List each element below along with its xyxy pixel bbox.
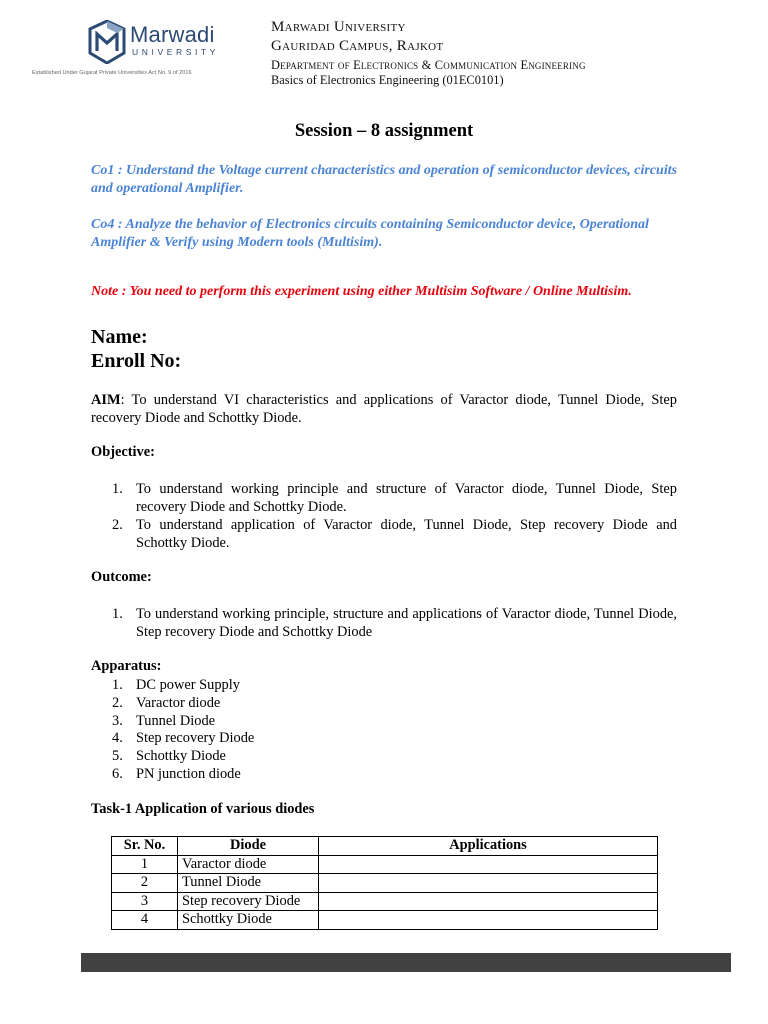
apparatus-heading: Apparatus: — [91, 658, 162, 674]
course-outcome-co1: Co1 : Understand the Voltage current characteristics and operation of semiconductor devices, circuits and operational Amplifier. — [91, 163, 678, 196]
cell-sr-no: 2 — [112, 874, 178, 893]
cell-applications[interactable] — [319, 874, 658, 893]
column-header-applications: Applications — [319, 837, 658, 856]
outcome-list — [91, 605, 677, 641]
table-row — [112, 874, 658, 893]
aim-text: : To understand VI characteristics and applications of Varactor diode, Tunnel Diode, Step recovery Diode and Schottky Diode. — [91, 392, 677, 426]
apparatus-list — [91, 677, 677, 784]
list-number: 3. — [112, 712, 123, 729]
cell-sr-no: 3 — [112, 892, 178, 911]
list-item — [91, 516, 677, 552]
task1-heading: Task-1 Application of various diodes — [91, 801, 315, 817]
cell-sr-no: 1 — [112, 855, 178, 874]
list-text: Varactor diode — [136, 694, 221, 711]
cell-applications[interactable] — [319, 892, 658, 911]
page-title: Session – 8 assignment — [294, 121, 474, 141]
cell-diode: Step recovery Diode — [178, 892, 319, 911]
department-name: Department of Electronics & Communication Engineering — [271, 58, 586, 72]
cell-diode: Tunnel Diode — [178, 874, 319, 893]
university-header — [271, 20, 586, 87]
list-number: 1. — [112, 677, 123, 693]
list-number: 6. — [112, 765, 123, 782]
cell-sr-no: 4 — [112, 911, 178, 930]
list-text: To understand working principle and structure of Varactor diode, Tunnel Diode, Step recovery Diode and Schottky Diode. — [136, 481, 677, 515]
logo-name: Marwadi — [130, 22, 215, 47]
name-label: Name: — [91, 326, 148, 348]
course-outcome-co4: Co4 : Analyze the behavior of Electronics circuits containing Semiconductor device, Operational Amplifier & Verify using Modern tools (Multisim). — [91, 217, 649, 250]
list-number: 2. — [112, 517, 123, 533]
outcome-heading: Outcome: — [91, 569, 152, 585]
list-text: PN junction diode — [136, 765, 241, 782]
list-number: 1. — [112, 481, 123, 497]
note-text: Note : You need to perform this experiment using either Multisim Software / Online Multisim. — [91, 284, 632, 299]
column-header-sr-no: Sr. No. — [112, 837, 178, 856]
logo-established-line: Established Under Gujarat Private Universities Act No. 9 of 2016 — [32, 70, 192, 76]
table-row — [112, 855, 658, 874]
table-header-row — [112, 837, 658, 856]
list-item — [91, 730, 677, 748]
list-item — [91, 480, 677, 516]
list-item — [91, 695, 677, 713]
objective-heading: Objective: — [91, 444, 155, 460]
list-item — [91, 748, 677, 766]
list-number: 5. — [112, 748, 123, 765]
table-row — [112, 911, 658, 930]
footer-bar — [81, 953, 731, 972]
university-name: Marwadi University — [271, 19, 406, 35]
logo-subtitle: UNIVERSITY — [132, 47, 220, 57]
list-number: 2. — [112, 694, 123, 711]
marwadi-logo-icon — [88, 20, 126, 64]
enroll-label: Enroll No: — [91, 350, 182, 372]
cell-applications[interactable] — [319, 855, 658, 874]
course-name: Basics of Electronics Engineering (01EC0101) — [271, 73, 504, 88]
university-logo — [30, 18, 270, 82]
list-item — [91, 677, 677, 695]
list-item — [91, 605, 677, 641]
list-text: Schottky Diode — [136, 748, 226, 765]
column-header-diode: Diode — [178, 837, 319, 856]
list-text: To understand application of Varactor diode, Tunnel Diode, Step recovery Diode and Schottky Diode. — [136, 517, 677, 551]
list-number: 4. — [112, 730, 123, 747]
list-text: DC power Supply — [136, 677, 240, 693]
list-item — [91, 713, 677, 731]
table-row — [112, 892, 658, 911]
aim-paragraph — [91, 391, 677, 427]
diode-applications-table — [111, 836, 658, 930]
cell-diode: Varactor diode — [178, 855, 319, 874]
objective-list — [91, 480, 677, 552]
aim-label: AIM — [91, 392, 121, 408]
campus-name: Gauridad Campus, Rajkot — [271, 38, 444, 54]
cell-diode: Schottky Diode — [178, 911, 319, 930]
cell-applications[interactable] — [319, 911, 658, 930]
list-text: Step recovery Diode — [136, 730, 255, 747]
list-text: Tunnel Diode — [136, 712, 216, 729]
list-text: To understand working principle, structure and applications of Varactor diode, Tunnel Diode, Step recovery Diode and Schottky Diode — [136, 606, 677, 640]
list-number: 1. — [112, 606, 123, 622]
list-item — [91, 766, 677, 784]
